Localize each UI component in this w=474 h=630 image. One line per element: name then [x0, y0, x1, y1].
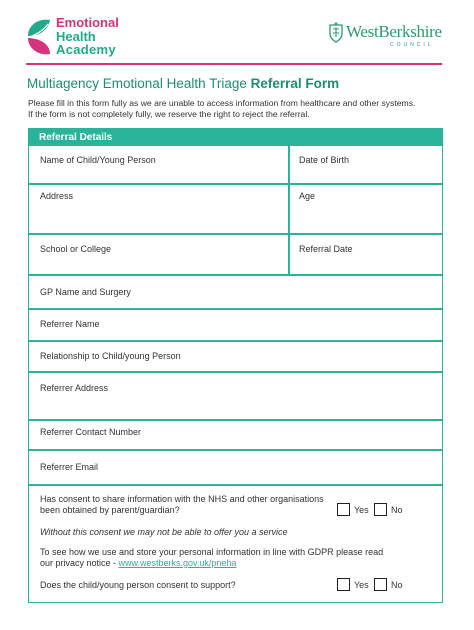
child-consent-no-checkbox[interactable] — [374, 578, 387, 591]
consent-no-label: No — [391, 505, 403, 515]
consent-no-checkbox[interactable] — [374, 503, 387, 516]
consent-warning: Without this consent we may not be able to offer you a service — [40, 527, 288, 537]
row-divider — [29, 419, 442, 421]
field-relationship-label[interactable]: Relationship to Child/young Person — [40, 351, 181, 361]
west-berkshire-logo — [328, 22, 444, 50]
field-school-label[interactable]: School or College — [40, 244, 112, 254]
column-divider — [288, 146, 290, 274]
row-divider — [29, 340, 442, 342]
form-title-prefix: Multiagency Emotional Health Triage — [27, 76, 247, 91]
row-divider — [29, 183, 442, 185]
row-divider — [29, 308, 442, 310]
gdpr-line2-prefix: our privacy notice - — [40, 558, 119, 568]
header-divider — [26, 63, 442, 65]
consent-yes-label: Yes — [354, 505, 369, 515]
eha-logo-line2: Health — [56, 28, 96, 44]
field-referrer-address-label[interactable]: Referrer Address — [40, 383, 109, 393]
field-referrer-contact-label[interactable]: Referrer Contact Number — [40, 427, 142, 437]
field-dob-label[interactable]: Date of Birth — [299, 155, 350, 165]
field-referrer-name-label[interactable]: Referrer Name — [40, 319, 100, 329]
field-name-label[interactable]: Name of Child/Young Person — [40, 155, 156, 165]
field-referral-date-label[interactable]: Referral Date — [299, 244, 353, 254]
form-title — [27, 76, 339, 91]
child-consent-yes-label: Yes — [354, 580, 369, 590]
eha-leaf-icon — [26, 18, 52, 56]
consent-question-line2: been obtained by parent/guardian? — [40, 505, 180, 515]
west-berkshire-council: COUNCIL — [390, 42, 434, 48]
consent-yes-checkbox[interactable] — [337, 503, 350, 516]
intro-line-2: If the form is not completely fully, we reserve the right to reject the referral. — [28, 109, 310, 119]
field-gp-label[interactable]: GP Name and Surgery — [40, 287, 131, 297]
eha-logo-line3: Academy — [56, 42, 116, 57]
field-age-label[interactable]: Age — [299, 191, 316, 201]
child-consent-no-label: No — [391, 580, 403, 590]
emotional-health-academy-logo — [26, 16, 126, 58]
gdpr-line2 — [40, 558, 236, 568]
west-berkshire-crest-icon — [328, 22, 344, 44]
child-consent-yes-checkbox[interactable] — [337, 578, 350, 591]
consent-question-line1: Has consent to share information with the NHS and other organisations — [40, 494, 324, 504]
privacy-notice-link[interactable]: www.westberks.gov.uk/pneha — [118, 558, 237, 568]
field-address-label[interactable]: Address — [40, 191, 74, 201]
intro-text — [28, 98, 448, 120]
west-berkshire-name: WestBerkshire — [346, 22, 442, 41]
section-heading: Referral Details — [29, 129, 442, 146]
eha-logo-line1: Emotional — [56, 15, 119, 30]
row-divider — [29, 274, 442, 276]
row-divider — [29, 371, 442, 373]
child-consent-question: Does the child/young person consent to support? — [40, 580, 236, 590]
row-divider — [29, 233, 442, 235]
gdpr-line1: To see how we use and store your personal information in line with GDPR please read — [40, 547, 384, 557]
field-referrer-email-label[interactable]: Referrer Email — [40, 462, 99, 472]
row-divider — [29, 449, 442, 451]
referral-details-form — [28, 128, 443, 603]
form-title-emphasis: Referral Form — [250, 76, 340, 91]
intro-line-1: Please fill in this form fully as we are unable to access information from healthcare and other systems. — [28, 98, 416, 108]
row-divider — [29, 484, 442, 486]
